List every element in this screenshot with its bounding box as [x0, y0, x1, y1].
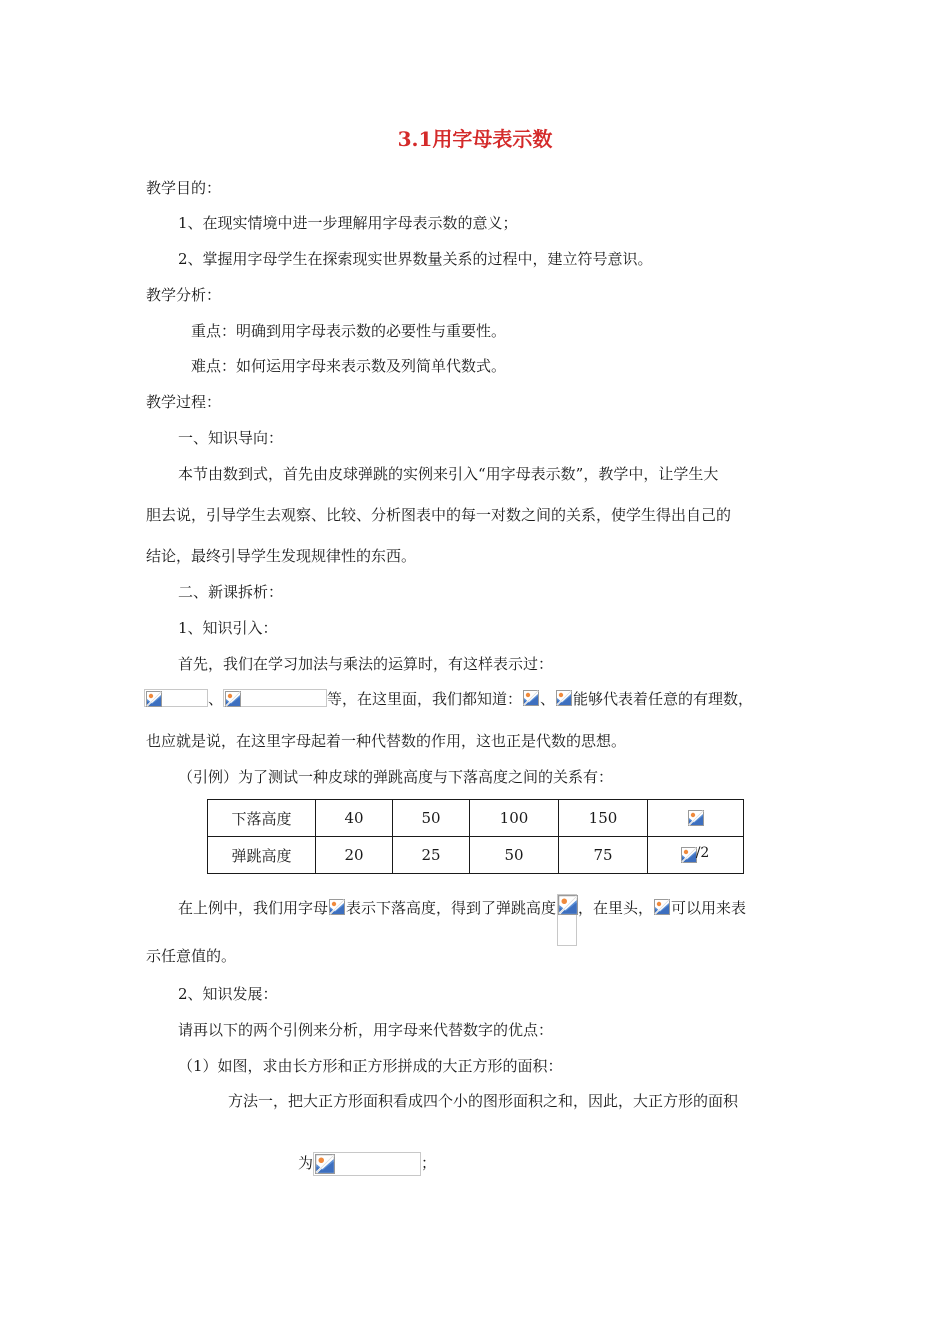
paragraph: 1、在现实情境中进一步理解用字母表示数的意义；: [178, 214, 518, 232]
section-heading-analysis: 教学分析：: [146, 286, 222, 304]
table-cell: 弹跳高度: [208, 837, 316, 874]
paragraph: 示任意值的。: [146, 947, 237, 965]
broken-image-icon: [680, 846, 698, 864]
text-run: 为: [298, 1154, 314, 1172]
table-cell: 25: [393, 837, 470, 874]
broken-image-icon: [328, 898, 346, 916]
table-cell: 20: [316, 837, 393, 874]
table-cell: 150: [559, 800, 648, 837]
text-run: 、: [540, 690, 556, 708]
paragraph-with-formulas: [144, 689, 753, 709]
table-cell: 50: [470, 837, 559, 874]
half-label: /2: [695, 844, 710, 861]
table-cell: [648, 837, 744, 874]
table-cell: [648, 800, 744, 837]
text-run: 在上例中，我们用字母: [178, 899, 329, 917]
paragraph: 首先，我们在学习加法与乘法的运算时，有这样表示过：: [178, 655, 554, 673]
paragraph: 难点：如何运用字母来表示数及列简单代数式。: [191, 357, 507, 375]
paragraph: 请再以下的两个引例来分析，用字母来代替数字的优点：: [178, 1021, 554, 1039]
paragraph: （1）如图，求由长方形和正方形拼成的大正方形的面积：: [178, 1057, 563, 1075]
table-row: [208, 837, 744, 874]
text-run: 表示下落高度，得到了弹跳高度: [346, 899, 557, 917]
paragraph: 结论，最终引导学生发现规律性的东西。: [146, 547, 417, 565]
separator: 、: [208, 690, 224, 708]
table-cell: 100: [470, 800, 559, 837]
text-run: 可以用来表: [671, 899, 747, 917]
paragraph: 方法一，把大正方形面积看成四个小的图形面积之和，因此，大正方形的面积: [228, 1092, 739, 1110]
paragraph: 2、掌握用字母学生在探索现实世界数量关系的过程中，建立符号意识。: [178, 250, 653, 268]
text-run: 等，在这里面，我们都知道：: [327, 690, 523, 708]
broken-image-icon: [313, 1152, 421, 1176]
table-cell: 40: [316, 800, 393, 837]
table-cell: 50: [393, 800, 470, 837]
data-table: [207, 799, 744, 874]
broken-image-icon: [223, 689, 327, 707]
table-cell: 75: [559, 837, 648, 874]
paragraph: 胆去说，引导学生去观察、比较、分析图表中的每一对数之间的关系，使学生得出自己的: [146, 506, 732, 524]
paragraph: 本节由数到式，首先由皮球弹跳的实例来引入“用字母表示数”，教学中，让学生大: [178, 465, 719, 483]
table-row: [208, 800, 744, 837]
subheading: 1、知识引入：: [178, 619, 278, 637]
subheading: 一、知识导向：: [178, 429, 284, 447]
table-cell: 下落高度: [208, 800, 316, 837]
paragraph-with-formulas: [298, 1152, 436, 1176]
broken-image-icon: [522, 689, 540, 707]
subheading: 二、新课拆析：: [178, 583, 284, 601]
section-heading-process: 教学过程：: [146, 393, 222, 411]
paragraph: 也应就是说，在这里字母起着一种代替数的作用，这也正是代数的思想。: [146, 732, 627, 750]
paragraph: 重点：明确到用字母表示数的必要性与重要性。: [191, 322, 507, 340]
broken-image-icon: [555, 689, 573, 707]
paragraph: （引例）为了测试一种皮球的弹跳高度与下落高度之间的关系有：: [178, 768, 614, 786]
broken-image-icon: [687, 809, 705, 827]
broken-image-icon: [557, 894, 577, 946]
broken-image-icon: [144, 689, 208, 707]
text-run: ，在里头，: [578, 899, 654, 917]
subheading: 2、知识发展：: [178, 985, 278, 1003]
text-run: 能够代表着任意的有理数，: [573, 690, 754, 708]
text-run: ；: [421, 1154, 437, 1172]
section-heading-goals: 教学目的：: [146, 179, 222, 197]
broken-image-icon: [653, 898, 671, 916]
document-title: 3.1用字母表示数: [397, 127, 553, 151]
paragraph-with-formulas: [178, 894, 746, 946]
